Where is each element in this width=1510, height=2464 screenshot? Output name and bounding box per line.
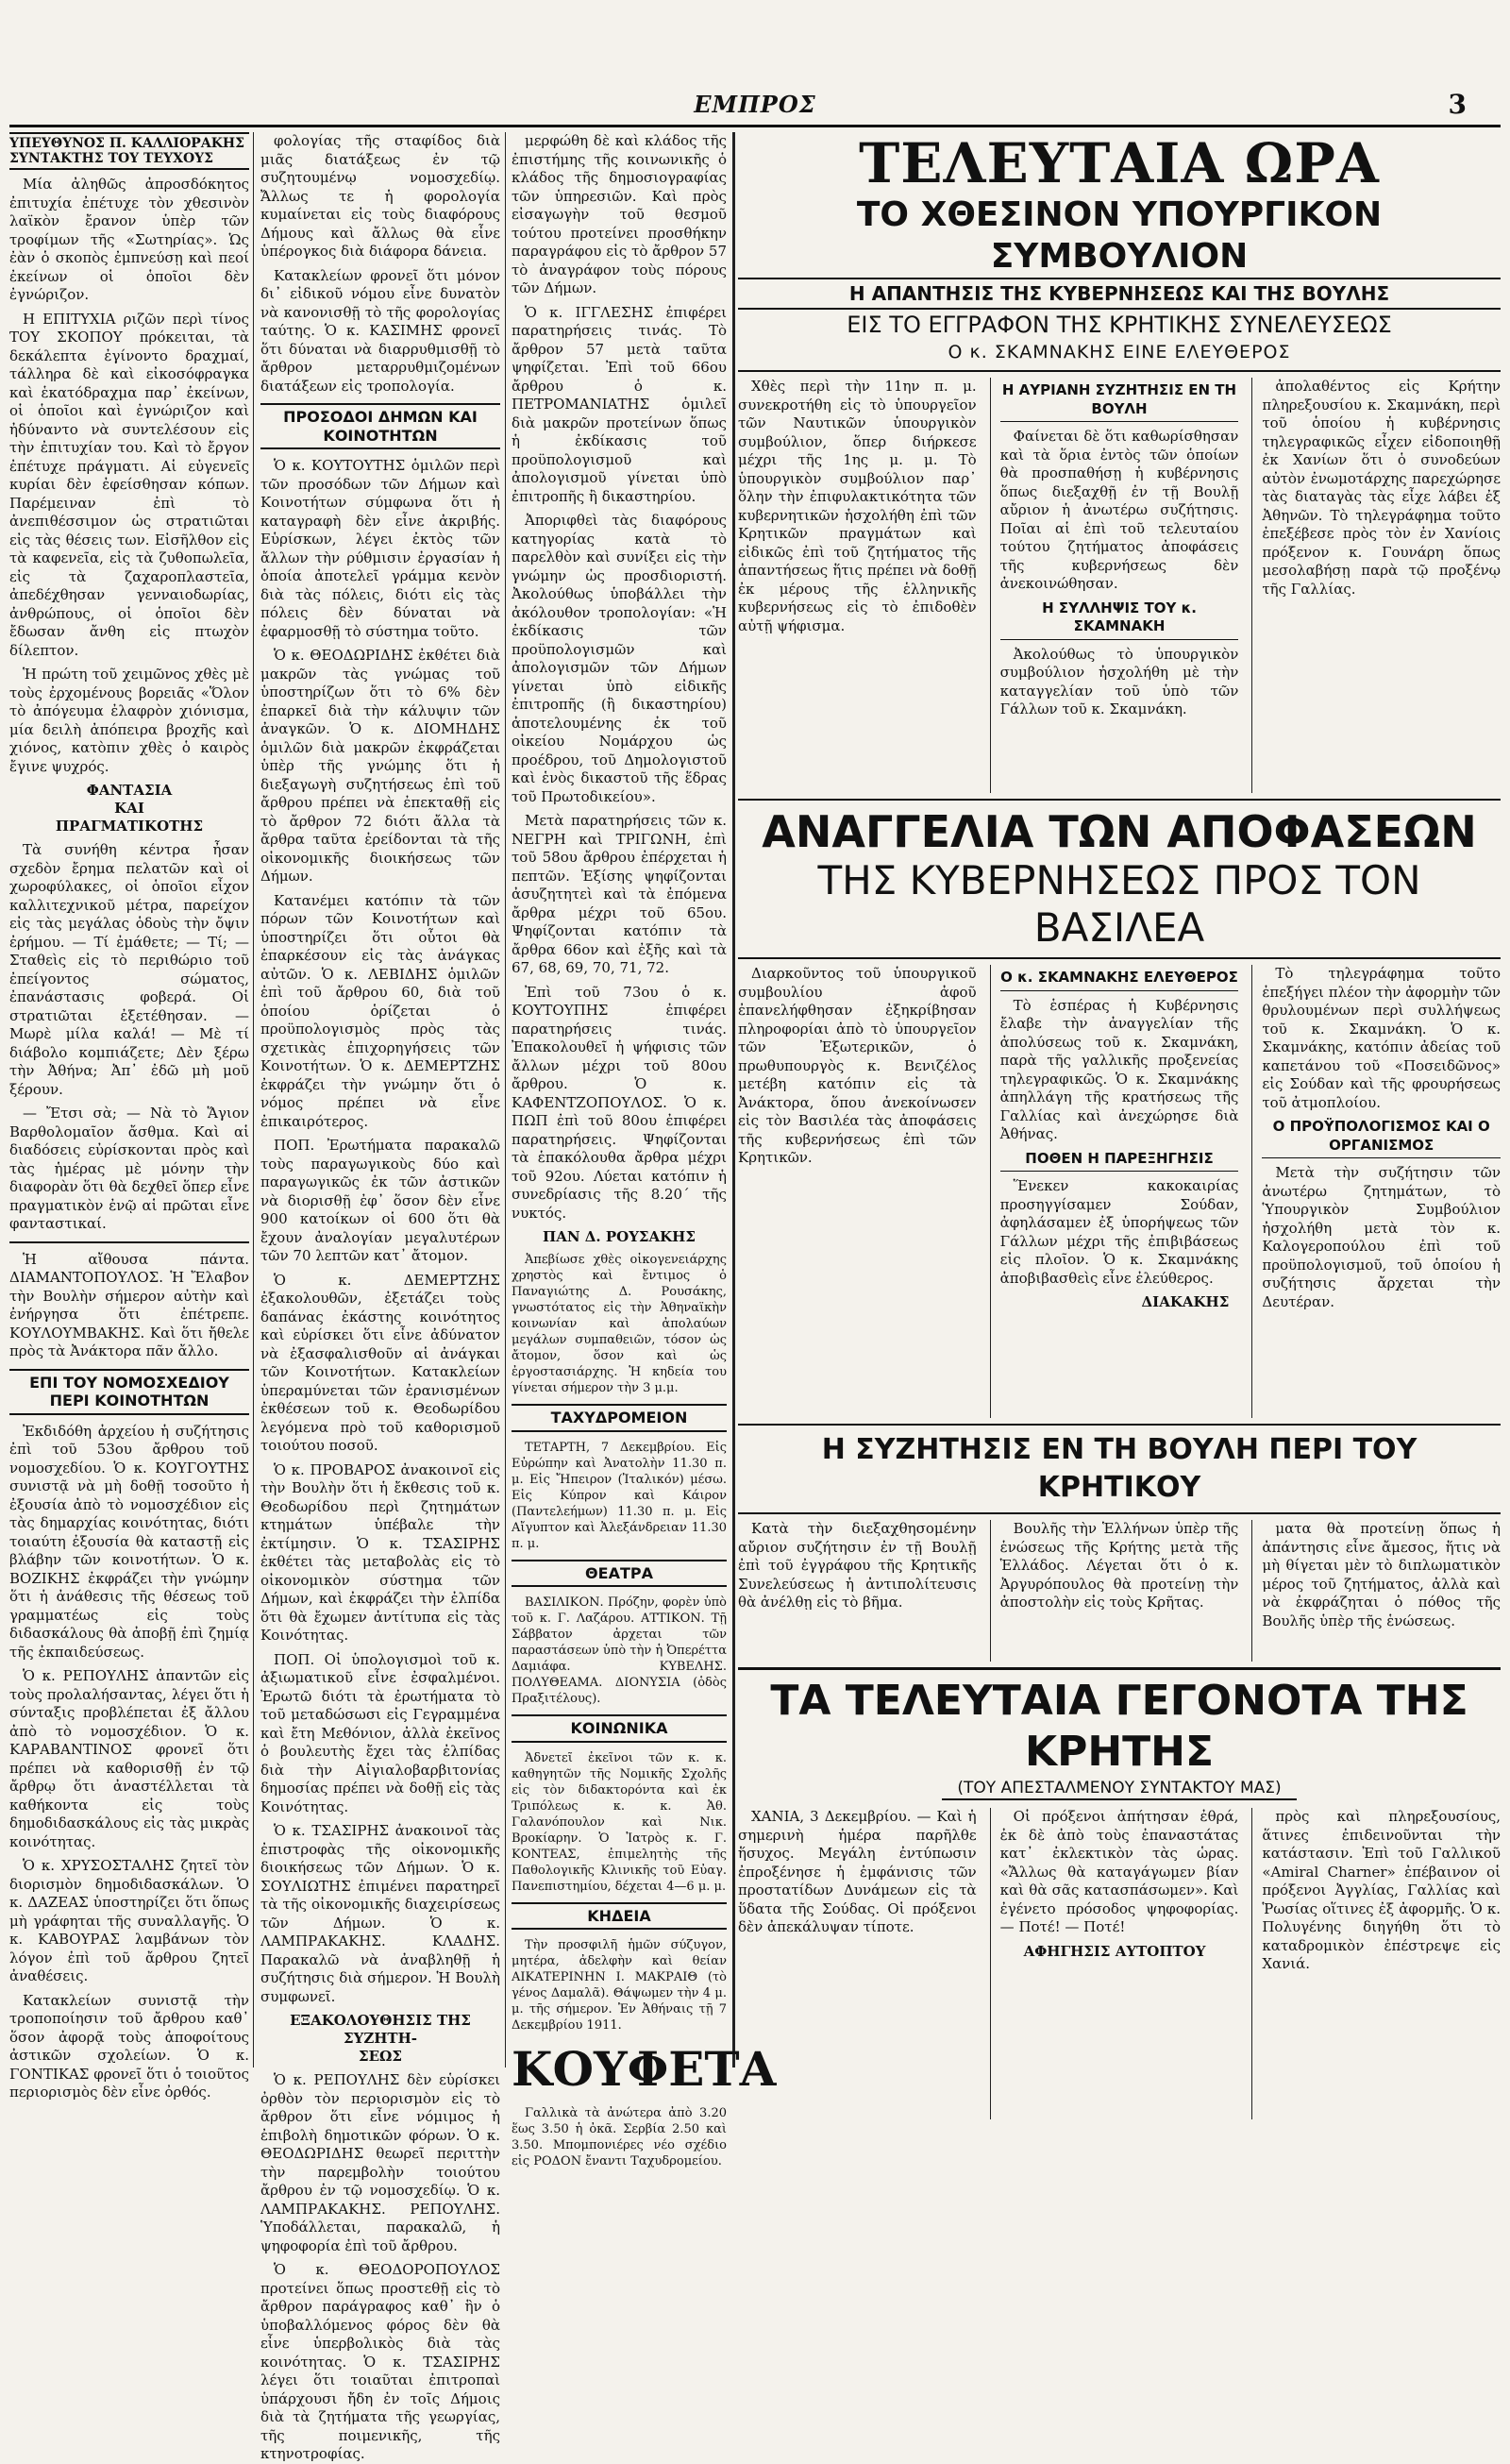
article-column	[1251, 1808, 1501, 2119]
article-paragraph: Βουλῆς τὴν Ἑλλήνων ὑπὲρ τῆς ἑνώσεως τῆς Κρήτης μετὰ τῆς Ἑλλάδος. Λέγεται ὅτι ὁ κ. Ἀργυρόπουλος θὰ προτείνῃ τὴν ἀποστολὴν εἰς τοὺς Κρῆτας.	[999, 1520, 1239, 1611]
section-heading: ΚΟΙΝΩΝΙΚΑ	[512, 1714, 727, 1743]
section-heading: ΤΑΧΥΔΡΟΜΕΙΟΝ	[512, 1404, 727, 1432]
article-paragraph: Μετὰ τὴν συζήτησιν τῶν ἀνωτέρω ζητημάτων, τὸ Ὑπουργικὸν Συμβούλιον ἠσχολήθη μετὰ τὸν κ. Καλογεροπούλου ἐπὶ τοῦ προϋπολογισμοῦ, τοῦ ὁποίου ἡ συζήτησις ἄρχεται τὴν Δευτέραν.	[1262, 1164, 1502, 1310]
article-paragraph: Κατὰ τὴν διεξαχθησομένην αὔριον συζήτησιν ἐν τῇ Βουλῇ ἐπὶ τοῦ ἐγγράφου τῆς Κρητικῆς Συνελεύσεως ἡ ἀντιπολίτευσις θὰ ἀνέλθῃ εἰς τὸ βῆμα.	[738, 1520, 977, 1611]
section-heading: ΠΡΟΣΟΔΟΙ ΔΗΜΩΝ ΚΑΙ ΚΟΙΝΟΤΗΤΩΝ	[260, 403, 500, 449]
article-paragraph: Τὸ τηλεγράφημα τοῦτο ἐπεξήγει πλέον τὴν ἀφορμὴν τῶν θρυλουμένων περὶ συλλήψεως τοῦ κ. Σκαμνάκη. Ὁ κ. Σκαμνάκης, κατόπιν ἀδείας τοῦ καπετάνου τοῦ «Ποσειδῶνος» εἰς Σούδαν καὶ τῆς φρουρήσεως τοῦ ἀτμοπλοίου.	[1262, 965, 1502, 1111]
article-paragraph: Διαρκοῦντος τοῦ ὑπουργικοῦ συμβουλίου ἀφοῦ ἐπανελήφθησαν ἐξηκρίβησαν πληροφορίαι ἀπὸ τὸ ὑπουργεῖον τῶν Ἐξωτερικῶν, ὁ πρωθυπουργὸς κ. Βενιζέλος μετέβη κατόπιν εἰς τὰ Ἀνάκτορα, ὅπου ἀνεκοίνωσεν εἰς τὸν Βασιλέα τὰς ἀποφάσεις τῆς κυβερνήσεως ἐπὶ τῶν Κρητικῶν.	[738, 965, 977, 1166]
column-1	[9, 132, 249, 2101]
column-divider	[505, 132, 506, 2067]
article-paragraph: ΒΑΣΙΛΙΚΟΝ. Πρόζην, φορὲν ὑπὸ τοῦ κ. Γ. Λαζάρου. ΑΤΤΙΚΟΝ. Τῇ Σάββατον ἀρχεται τῶν παραστάσεων ὑπὸ τὴν ἡ Ὀπερέττα Δαμιάφα. ΚΥΒΕΛΗΣ. ΠΟΛΥΘΕΑΜΑ. ΔΙΟΝΥΣΙΑ (ὁδὸς Πραξιτέλους).	[512, 1595, 727, 1706]
heading-line: ΣΕΩΣ	[359, 2048, 402, 2065]
article-column	[1251, 1520, 1501, 1662]
article-subheading: Ο κ. ΣΚΑΜΝΑΚΗΣ ΕΛΕΥΘΕΡΟΣ	[1000, 969, 1239, 991]
article-paragraph: Ὁ κ. ΠΡΟΒΑΡΟΣ ἀνακοινοῖ εἰς τὴν Βουλὴν ὅτι ἡ ἔκθεσις τοῦ κ. Θεοδωρίδου περὶ ζητημάτων κτημάτων ὑπέβαλε τὴν ἐκτίμησιν. Ὁ κ. ΤΣΑΣΙΡΗΣ ἐκθέτει τὰς μεταβολὰς εἰς τὸ οἰκονομικὸν σύστημα τῶν Δήμων, καὶ ἐκφράζει τὴν ἐλπίδα ὅτι θὰ ἔχωμεν ἀντίτυπα εἰς τὰς Κοινότητας.	[260, 1460, 500, 1644]
article-paragraph: Ἐκδιδόθη ἀρχείου ἡ συζήτησις ἐπὶ τοῦ 53ου ἄρθρου τοῦ νομοσχεδίου. Ὁ κ. ΚΟΥΓΟΥΤΗΣ συνιστᾷ νὰ μὴ δοθῇ τοσοῦτο ἡ ἐξουσία ἀπὸ τὸ νομοσχέδιον εἰς τὰς δημαρχίας κοινότητας, διότι τοιαύτη ἐξουσία θὰ καταστῇ εἰς βλάβην τῶν κοινοτήτων. Ὁ κ. ΒΟΖΙΚΗΣ ἐκφράζει τὴν γνώμην ὅτι ἡ ἀνάθεσις τῆς θέσεως τοῦ γραμματέως εἰς τοὺς διδασκάλους θὰ ἀποβῇ ἐπὶ ζημίᾳ τῆς ἐκπαιδεύσεως.	[9, 1422, 249, 1661]
article-paragraph: Η ΕΠΙΤΥΧΙΑ ριζῶν περὶ τίνος ΤΟΥ ΣΚΟΠΟΥ πρόκειται, τὰ δεκάλεπτα ἐγίνοντο δραχμαί, τάλληρα δὲ καὶ εἰκοσόφραγκα καὶ ἑκατόδραχμα παρ᾽ ἐκείνων, οἱ ὁποῖοι καὶ ἐγνώριζον καὶ ἠδύναντο νὰ συντελέσουν εἰς τὴν ἐπιτυχίαν του. Καὶ τὸ ἔργον ἐπέτυχε πράγματι. Αἱ εὐγενεῖς κυρίαι δὲν ἐφείσθησαν κόπων. Παρέμειναν ἐπὶ τὸ ἀνεπιθέσσιμον ὡς στρατιῶται εἰς τὰς θέσεις των. Εἰσῆλθον εἰς τὰ καφενεῖα, εἰς τὰ ζυθοπωλεῖα, εἰς τὰ ζαχαροπλαστεῖα, ἀπεδέχθησαν γενναιοδωρίας, ἀνθρώπους, οἱ ὁποῖοι δὲν ἔδωσαν ἄνθη εἰς πτωχὸν δίλεπτον.	[9, 310, 249, 659]
article-paragraph: Ἐπὶ τοῦ 73ου ὁ κ. ΚΟΥΤΟΥΠΗΣ ἐπιφέρει παρατηρήσεις τινάς. Ἐπακολουθεῖ ἡ ψήφισις τῶν ἄλλων μέχρι τοῦ 80ου ἄρθρου. Ὁ κ. ΚΑΦΕΝΤΖΟΠΟΥΛΟΣ. Ὁ κ. ΠΩΠ ἐπὶ τοῦ 80ου ἐπιφέρει παρατηρήσεις. Ψηφίζονται τὰ ἑπακόλουθα ἄρθρα μέχρι τοῦ 92ου. Λύεται κατόπιν ἡ συνεδρίασις τῆς 8.20΄ τῆς νυκτός.	[512, 983, 727, 1222]
article-column	[738, 378, 977, 793]
byline-correspondent: (ΤΟΥ ΑΠΕΣΤΑΛΜΕΝΟΥ ΣΥΝΤΑΚΤΟΥ ΜΑΣ)	[942, 1778, 1296, 1800]
heading-line: ΠΕΡΙ ΚΟΙΝΟΤΗΤΩΝ	[49, 1392, 210, 1409]
article-paragraph: Οἱ πρόξενοι ἀπήτησαν ἐθρά, ἐκ δὲ ἀπὸ τοὺς ἐπαναστάτας κατ᾽ ἐκλεκτικὸν τὰς ὡρας. «Ἄλλως θὰ καταγάγωμεν βίαν καὶ θὰ σᾶς κατασπάσωμεν». Καὶ ἐγένετο πρόσοδος ψηφοφορίας. — Ποτέ! — Ποτέ!	[999, 1808, 1239, 1935]
article-paragraph: ΧΑΝΙΑ, 3 Δεκεμβρίου. — Καὶ ἡ σημερινὴ ἡμέρα παρῆλθε ἥσυχος. Μεγάλη ἐντύπωσιν ἐπροξένησε ἡ ἐμφάνισις τῶν προστατίδων Δυνάμεων εἰς τὰ ὕδατα τῆς Σούδας. Οἱ πρόξενοι δὲν ἀπεκάλυψαν τίποτε.	[738, 1808, 977, 1935]
heading-line: ΠΡΑΓΜΑΤΙΚΟΤΗΣ	[55, 818, 204, 835]
article-column	[1251, 965, 1501, 1418]
article-column	[738, 1808, 977, 2119]
advert-text: Γαλλικὰ τὰ ἀνώτερα ἀπὸ 3.20 ἕως 3.50 ἡ ὀκᾶ. Σερβία 2.50 καὶ 3.50. Μπομπονιέρες νέο σχέδιο εἰς ΡΟΔΟΝ ἔναντι Ταχυδρομείου.	[512, 2106, 727, 2169]
heading-line: ΚΑΙ	[114, 800, 144, 817]
page-number: 3	[1448, 89, 1467, 120]
masthead	[9, 91, 1501, 128]
announcement-article	[738, 965, 1501, 1418]
column-divider	[732, 132, 735, 2067]
article-column	[990, 1520, 1239, 1662]
article-paragraph: φολογίας τῆς σταφίδος διὰ μιᾶς διατάξεως ἐν τῷ συζητουμένῳ νομοσχεδίῳ. Ἄλλως τε ἡ φορολογία κυμαίνεται εἰς τοὺς διαφόρους Δήμους καὶ ἄλλως θὰ εἶνε ὑπέρογκος διὰ διάφορα δάνεια.	[260, 132, 500, 260]
section-rule	[738, 957, 1501, 959]
subheadline-skamnakis: Ο κ. ΣΚΑΜΝΑΚΗΣ ΕΙΝΕ ΕΛΕΥΘΕΡΟΣ	[948, 342, 1291, 363]
article-paragraph: Ὁ κ. ΚΟΥΤΟΥΤΗΣ ὁμιλῶν περὶ τῶν προσόδων τῶν Δήμων καὶ Κοινοτήτων σύμφωνα ὅτι ἡ καταγραφὴ δὲν εἶνε ἀκριβής. Εὑρίσκων, λέγει ἐκτὸς τῶν ἄλλων τὴν ρύθμισιν ἐργασίαν ἡ ὁποία ἀποτελεῖ γράμμα κενὸν διὰ τὰς πόλεις, διότι εἰς τὰς πόλεις δὲν δύναται νὰ ἐφαρμοσθῇ τὸ σύστημα τοῦτο.	[260, 457, 500, 640]
article-paragraph: Ὁ κ. ΤΣΑΣΙΡΗΣ ἀνακοινοῖ τὰς ἐπιστροφὰς τῆς οἰκονομικῆς διοικήσεως τῶν Δήμων. Ὁ κ. ΣΟΥΛΙΩΤΗΣ ἐπιμένει παρατηρεῖ τὰ τῆς οἰκονομικῆς διαχειρίσεως τῶν Δήμων. Ὁ κ. ΛΑΜΠΡΑΚΑΚΗΣ. ΚΛΑΔΗΣ. Παρακαλῶ νὰ ἀναβληθῇ ἡ συζήτησις διὰ σήμερον. Ἡ Βουλὴ συμφωνεῖ.	[260, 1822, 500, 2005]
article-paragraph: ΠΟΠ. Οἱ ὑπολογισμοὶ τοῦ κ. ἀξιωματικοῦ εἶνε ἐσφαλμένοι. Ἐρωτῶ διότι τὰ ἐρωτήματα τὸ τοῦ μεταδώσωσι εἰς Γεγραμμένα καὶ ἔτη Μεθόνιον, ἀλλὰ ἐκεῖνος ὁ βουλευτὴς ἔχει τὰς ἐλπίδας διὰ τὴν Αἰγιαλοβαρβιτονίας δημοσίας πρέπει νὰ δοθῇ εἰς τὰς Κοινότητας.	[260, 1650, 500, 1815]
article-signature: ΑΦΗΓΗΣΙΣ ΑΥΤΟΠΤΟΥ	[1023, 1942, 1206, 1960]
article-paragraph: Ὁ κ. ΙΓΓΛΕΣΗΣ ἐπιφέρει παρατηρήσεις τινάς. Τὸ ἄρθρον 57 μετὰ ταῦτα ψηφίζεται. Ἐπὶ τοῦ 66ου ἄρθρου ὁ κ. ΠΕΤΡΟΜΑΝΙΑΤΗΣ ὁμιλεῖ διὰ μακρῶν προτείνων ὅπως ἡ ἐκδίκασις τοῦ προϋπολογισμοῦ καὶ ἀπολογισμοῦ γίνεται ὑπὸ ἐπιτροπῆς ἢ δικαστηρίου.	[512, 303, 727, 505]
article-paragraph: Ὁ κ. ΔΕΜΕΡΤΖΗΣ ἐξακολουθῶν, ἐξετάζει τοὺς δαπάνας ἐκάστης κοινότητος καὶ εὑρίσκει ὅτι εἶνε ἀδύνατον νὰ ἐξασφαλισθοῦν αἱ ἀνάγκαι τῶν Κοινοτήτων. Κατακλείων ὑπεραμύνεται τῶν ἐρανισμένων ἐκθέσεων τοῦ κ. Θεοδωρίδου λεγόμενα πρὸ τοῦ καθορισμοῦ τοιούτου ποσοῦ.	[260, 1271, 500, 1454]
article-paragraph: Μία ἀληθῶς ἀπροσδόκητος ἐπιτυχία ἐπέτυχε τὸν χθεσινὸν λαϊκὸν ἔρανον ὑπὲρ τῶν τροφίμων τῆς «Σωτηρίας». Ὡς ἐὰν ὁ σκοπὸς ἐμπνεύσῃ καὶ πεοί ἐκείνων οἱ ὁποῖοι δὲν ἐγνώριζον.	[9, 176, 249, 303]
headline-crete-events: ΤΑ ΤΕΛΕΥΤΑΙΑ ΓΕΓΟΝΟΤΑ ΤΗΣ ΚΡΗΤΗΣ	[770, 1677, 1468, 1776]
article-paragraph: — Ἔτσι σὰ; — Νὰ τὸ Ἅγιον Βαρθολομαῖον ἄσθμα. Καὶ αἱ διαδόσεις εὐρίσκονται πρὸς καὶ τὰς ἡμέρας μὲ μόνην τὴν διαφορὰν ὅτι θὰ δεχθεῖ ὅπερ εἶνε πραγματικὸν ἐνῷ αἱ πρῶται εἶνε φανταστικαί.	[9, 1105, 249, 1232]
headline-cabinet: ΤΟ ΧΘΕΣΙΝΟΝ ΥΠΟΥΡΓΙΚΟΝ ΣΥΜΒΟΥΛΙΟΝ	[856, 195, 1383, 276]
article-column	[990, 378, 1239, 793]
subheadline-document: ΕΙΣ ΤΟ ΕΓΓΡΑΦΟΝ ΤΗΣ ΚΡΗΤΙΚΗΣ ΣΥΝΕΛΕΥΣΕΩΣ	[847, 312, 1392, 338]
byline-correspondent-wrap	[738, 1778, 1501, 1800]
article-paragraph: Ἀπεβίωσε χθὲς οἰκογενειάρχης χρηστὸς καὶ ἔντιμος ὁ Παναγιώτης Δ. Ρουσάκης, γνωστότατος εἰς τὴν Ἀθηναϊκὴν κοινωνίαν καὶ ἀπολαύων μεγάλων συμπαθειῶν, τόσον ὡς ἄτομον, ὅσον καὶ ὡς ἐργοστασιάρχης. Ἡ κηδεία του γίνεται σήμερον τὴν 3 μ.μ.	[512, 1253, 727, 1395]
byline-role: ΣΥΝΤΑΚΤΗΣ ΤΟΥ ΤΕΥΧΟΥΣ	[9, 151, 214, 166]
article-paragraph: Κατακλείων συνιστᾷ τὴν τροποποίησιν τοῦ ἄρθρου καθ᾽ ὅσον ἀφορᾷ τοὺς ἀποφοίτους ἀστικῶν σχολείων. Ὁ κ. ΓΟΝΤΙΚΑΣ φρονεῖ ὅτι ὁ τοιοῦτος περιορισμὸς δὲν εἶνε ὀρθός.	[9, 1991, 249, 2101]
article-paragraph: Τὰ συνήθη κέντρα ἦσαν σχεδὸν ἔρημα πελατῶν καὶ οἱ χωροφύλακες, οἱ ὁποῖοι εἶχον καλλιτεχνικοῦ μέτρα, παρείχον εἰς τὰς μεγάλας ὁδοὺς τὴν ὄψιν ἐρήμου. — Τί ἐμάθετε; — Τί; — Σταθεὶς εἰς τὸ περιθώριο τοῦ ἐπείγοντος σώματος, ἐπανάστασις φοβερά. Οἱ στρατιῶται ἐξετέθησαν. — Μωρὲ μίλα καλά! — Μὲ τί διάβολο κομπιάζετε; Δὲν ξέρω τὴν Ἀθήνα; Ἀπ᾽ ἐδῶ μὴ μοῦ ξέρουν.	[9, 841, 249, 1098]
section-heading	[9, 782, 249, 835]
main-news-block	[738, 132, 1501, 2077]
headline-last-hour: ΤΕΛΕΥΤΑΙΑ ΩΡΑ	[859, 131, 1380, 195]
article-subheading: Η ΣΥΛΛΗΨΙΣ ΤΟΥ κ. ΣΚΑΜΝΑΚΗ	[1000, 599, 1239, 640]
article-paragraph: ΤΕΤΑΡΤΗ, 7 Δεκεμβρίου. Εἰς Εὐρώπην καὶ Ἀνατολὴν 11.30 π. μ. Εἰς Ἤπειρον (Ἰταλικόν) μέσω. Εἰς Κύπρον καὶ Κάιρον (Παντελεήμων) 11.30 π. μ. Εἰς Αἴγυπτον καὶ Ἀλεξάνδρειαν 11.30 π. μ.	[512, 1440, 727, 1551]
article-paragraph: Ὁ κ. ΘΕΟΔΟΡΟΠΟΥΛΟΣ προτείνει ὅπως προστεθῇ εἰς τὸ ἄρθρον παράγραφος καθ᾽ ἣν ὁ ὑποβαλλόμενος φόρος δὲν θὰ εἶνε ὑπερβολικὸς διὰ τὰς κοινότητας. Ὁ κ. ΤΣΑΣΙΡΗΣ λέγει ὅτι τοιαῦται ἐπιτροπαὶ ὑπάρχουσι ἤδη ἐν τοῖς Δήμοις διὰ τὰ ζητήματα τῆς γεωργίας, τῆς ποιμενικῆς, τῆς κτηνοτροφίας.	[260, 2261, 500, 2462]
article-paragraph: ματα θὰ προτείνῃ ὅπως ἡ ἀπάντησις εἶνε ἄμεσος, ἥτις νὰ μὴ θίγεται μὲν τὸ διπλωματικὸν μέρος τοῦ ζητήματος, ἀλλὰ καὶ νὰ ἐκφράζηται ὁ πόθος τῆς Βουλῆς ὑπὲρ τῆς ἑνώσεως.	[1262, 1520, 1502, 1629]
masthead-rule	[9, 125, 1501, 127]
article-paragraph: Ὁ κ. ΡΕΠΟΥΛΗΣ ἀπαντῶν εἰς τοὺς προλαλήσαντας, λέγει ὅτι ἡ σύνταξις προβλέπεται ἐξ ἄλλου ἀπὸ τὸ νομοσχέδιον. Ὁ κ. ΚΑΡΑΒΑΝΤΙΝΟΣ φρονεῖ ὅτι πρέπει νὰ καθορισθῇ ἐν τῷ ἄρθρῳ ὅτι ἀναστέλλεται τὰ καθήκοντα εἰς τοὺς δημοδιδασκάλους εἰς τὰς μικρὰς κοινότητας.	[9, 1667, 249, 1850]
article-column	[990, 965, 1239, 1418]
column-3	[512, 132, 777, 2169]
article-paragraph: Κατανέμει κατόπιν τὰ τῶν πόρων τῶν Κοινοτήτων καὶ ὑποστηρίζει ὅτι οὗτοι θὰ ἐπαρκέσουν εἰς τὰς ἀνάγκας αὐτῶν. Ὁ κ. ΛΕΒΙΔΗΣ ὁμιλῶν ἐπὶ τοῦ ἄρθρου 60, διὰ τοῦ ὁποίου ὁρίζεται ὁ προϋπολογισμὸς πρὸς τὰς σχετικὰς ἐπιχορηγήσεις τῶν Κοινοτήτων. Ὁ κ. ΔΕΜΕΡΤΖΗΣ ἐκφράζει τὴν γνώμην ὅτι ὁ νόμος πρέπει νὰ εἶνε ἐπικαιρότερος.	[260, 891, 500, 1130]
column-divider	[253, 132, 254, 2067]
advert-heading: ΚΟΥΦΕΤΑ	[512, 2041, 777, 2097]
debate-article	[738, 1520, 1501, 1662]
article-paragraph: Κατακλείων φρονεῖ ὅτι μόνον δι᾽ εἰδικοῦ νόμου εἶνε δυνατὸν νὰ κανονισθῇ τὸ τῆς φορολογίας ταύτης. Ὁ κ. ΚΑΣΙΜΗΣ φρονεῖ ὅτι δύναται νὰ διαρρυθμισθῇ τὸ ἄρθρον μεταρρυθμιζομένων διατάξεων εἰς τροπολογία.	[260, 266, 500, 395]
heading-line: ΕΞΑΚΟΛΟΥΘΗΣΙΣ ΤΗΣ ΣΥΖΗΤΗ-	[290, 2012, 471, 2047]
article-column	[738, 1520, 977, 1662]
article-paragraph: πρὸς καὶ πληρεξουσίους, ἅτινες ἐπιδεινοῦνται τὴν κατάστασιν. Ἐπὶ τοῦ Γαλλικοῦ «Amiral Charner» ἐπέβαινον οἱ πρόξενοι Ἀγγλίας, Γαλλίας καὶ Ῥωσίας οἵτινες ἐξ ἀφορμῆς. Ὁ κ. Πολυγένης διηγήθη ὅτι τὸ καταδρομικὸν ἐπέστρεψε εἰς Χανιά.	[1262, 1808, 1502, 1972]
article-subheading: Η ΑΥΡΙΑΝΗ ΣΥΖΗΤΗΣΙΣ ΕΝ ΤΗ ΒΟΥΛΗ	[1000, 381, 1239, 422]
headline-parliament-debate: Η ΣΥΖΗΤΗΣΙΣ ΕΝ ΤΗ ΒΟΥΛΗ ΠΕΡΙ ΤΟΥ ΚΡΗΤΙΚΟΥ	[821, 1433, 1418, 1504]
article-column	[1251, 378, 1501, 793]
section-rule	[738, 1667, 1501, 1670]
funeral-notice: Τὴν προσφιλῆ ἡμῶν σύζυγον, μητέρα, ἀδελφὴν καὶ θείαν ΑΙΚΑΤΕΡΙΝΗΝ Ι. ΜΑΚΡΑΙΘ (τὸ γένος Δαμαλᾶ). Θάψωμεν τὴν 4 μ. μ. τῆς σήμερον. Ἐν Ἀθήναις τῇ 7 Δεκεμβρίου 1911.	[512, 1938, 727, 2033]
article-paragraph: Ὁ κ. ΘΕΟΔΩΡΙΔΗΣ ἐκθέτει διὰ μακρῶν τὰς γνώμας τοῦ ὑποστηρίζων ὅτι τὸ 6% δὲν ἐπαρκεῖ διὰ τὴν κάλυψιν τῶν ἀναγκῶν. Ὁ κ. ΔΙΟΜΗΔΗΣ ὁμιλῶν διὰ μακρῶν ἐκφράζεται ὑπὲρ τῆς γνώμης ὅτι ἡ διεξαγωγὴ συζητήσεως ἐπὶ τοῦ ἄρθρου πρέπει νὰ ἐπεκταθῇ εἰς τὸ ἄρθρον 72 διότι ἄλλα τὰ ἄρθρα ταῦτα ἐρείδονται τὰ τῆς οἰκονομικῆς διοικήσεως τῶν Δήμων.	[260, 647, 500, 885]
cabinet-article	[738, 378, 1501, 793]
article-paragraph: Ἀκολούθως τὸ ὑπουργικὸν συμβούλιον ἠσχολήθη μὲ τὴν καταγγελίαν τοῦ ὑπὸ τῶν Γάλλων τοῦ κ. Σκαμνάκη.	[999, 645, 1239, 717]
section-rule	[738, 1424, 1501, 1426]
article-paragraph: Ἡ πρώτη τοῦ χειμῶνος χθὲς μὲ τοὺς ἐρχομένους βορειᾶς «Ὅλον τὸ ἀπόγευμα ἐλαφρὸν χιόνισμα, μία δειλὴ ἀπόπειρα βροχῆς καὶ χιόνος, κατὸπιν χθὲς ὁ καιρὸς ἔγινε ψυχρός.	[9, 666, 249, 775]
article-paragraph: Ἀδνετεῖ ἐκεῖνοι τῶν κ. κ. καθηγητῶν τῆς Νομικῆς Σχολῆς εἰς τὸν διδακτορόντα καὶ ἐκ Τριπόλεως κ. κ. Ἀθ. Γαλανόπουλον καὶ Νικ. Βροκίαρην. Ὁ Ἰατρὸς κ. Γ. ΚΟΝΤΕΑΣ, ἐπιμελητὴς τῆς Παθολογικῆς Κλινικῆς τοῦ Εὐαγ. Πανεπιστημίου, δέχεται 4—6 μ. μ.	[512, 1750, 727, 1894]
article-paragraph: Ἀποριφθεὶ τὰς διαφόρους κατηγορίας κατὰ τὸ παρελθὸν καὶ συνίξει εἰς τὴν γνώμην ὡς προσδιοριστή. Ἀκολούθως ὑποβάλλει τὴν ἀκόλουθον τροπολογίαν: «Ἡ ἐκδίκασις τῶν προϋπολογισμῶν καὶ ἀπολογισμῶν τῶν Δήμων γίνεται ὑπὸ εἰδικῆς ἐπιτροπῆς (ἢ δικαστηρίου) ἀποτελουμένης ἐκ τοῦ οἰκείου Νομάρχου ὡς προέδρου, τοῦ Δημολογιστοῦ καὶ ἑνὸς δικαστοῦ τῆς ἕδρας τοῦ Πρωτοδικείου».	[512, 512, 727, 805]
section-heading: ΘΕΑΤΡΑ	[512, 1560, 727, 1588]
headline-to-king: ΤΗΣ ΚΥΒΕΡΝΗΣΕΩΣ ΠΡΟΣ ΤΟΝ ΒΑΣΙΛΕΑ	[817, 857, 1421, 951]
section-heading	[260, 2012, 500, 2066]
section-rule	[738, 370, 1501, 372]
heading-line: ΕΠΙ ΤΟΥ ΝΟΜΟΣΧΕΔΙΟΥ	[29, 1373, 229, 1392]
article-paragraph: μερφώθη δὲ καὶ κλάδος τῆς ἐπιστήμης τῆς κοινωνικῆς ὁ κλάδος τῆς δημοσιογραφίας τῶν ὑπηρεσιῶν. Καὶ πρὸς εἰσαγωγὴν τοῦ θεσμοῦ τούτου προτείνει προσθήκην παραγράφου εἰς τὸ ἄρθρον 57 τὸ ἀναγράφον τοὺς πόρους τῶν Δήμων.	[512, 132, 727, 296]
column-2	[260, 132, 500, 2462]
section-heading	[9, 1369, 249, 1415]
subheadline-answer: Η ΑΠΑΝΤΗΣΙΣ ΤΗΣ ΚΥΒΕΡΝΗΣΕΩΣ ΚΑΙ ΤΗΣ ΒΟΥΛΗΣ	[738, 278, 1501, 310]
article-paragraph: Ἕνεκεν κακοκαιρίας προσηγγίσαμεν Σούδαν, ἀφηλάσαμεν ἐξ ὑπορήψεως τῶν Γάλλων μέχρι τῆς ἐπιβιβάσεως εἰς πλοῖον. Ὁ κ. Σκαμνάκης ἀποβιβασθεὶς εἶνε ἐλεύθερος.	[999, 1177, 1239, 1287]
article-paragraph: Ὁ κ. ΧΡΥΣΟΣΤΑΛΗΣ ζητεῖ τὸν διορισμὸν δημοδιδασκάλων. Ὁ κ. ΔΑΖΕΑΣ ὑποστηρίζει ὅτι ὅπως μὴ γράφηται τῆς συναλλαγῆς. Ὁ κ. ΚΑΒΟΥΡΑΣ λαμβάνων τὸν λόγον ἐπὶ τοῦ ἄρθρου ζητεῖ ἀναθέσεις.	[9, 1857, 249, 1984]
headline-announcement: ΑΝΑΓΓΕΛΙΑ ΤΩΝ ΑΠΟΦΑΣΕΩΝ	[762, 806, 1477, 857]
article-subheading: ΠΟΘΕΝ Η ΠΑΡΕΞΗΓΗΣΙΣ	[1000, 1150, 1239, 1173]
article-column	[990, 1808, 1239, 2119]
article-paragraph: ἀπολαθέντος εἰς Κρήτην πληρεξουσίου κ. Σκαμνάκη, περὶ τοῦ ὁποίου ἡ κυβέρνησις τηλεγραφικῶς εἶχεν εἰδοποιηθῇ ἐκ Χανίων ὅτι ὁ συνοδεύων αὐτὸν ἐνωμοτάρχης παρεχώρησε τὰς διαταγὰς τὰς εἶχε λάβει ἐξ Ἀθηνῶν. Τὸ τηλεγράφημα τοῦτο ἐπεξέβεσε πρὸς τὸν ἐν Χανίοις πρόξενον κ. Γουνάρη ὅπως μεσολαβήσῃ παρὰ τῷ προξένῳ τῆς Γαλλίας.	[1262, 378, 1502, 598]
spacer	[738, 1800, 1501, 1808]
article-signature: ΔΙΑΚΑΚΗΣ	[1141, 1293, 1230, 1310]
obituary-heading: ΠΑΝ Δ. ΡΟΥΣΑΚΗΣ	[543, 1228, 696, 1245]
section-heading: ΚΗΔΕΙΑ	[512, 1902, 727, 1931]
article-paragraph: ΠΟΠ. Ἐρωτήματα παρακαλῶ τοὺς παραγωγικοὺς δύο καὶ παραγωγικῶς ἐκ τῶν ἀστικῶν νὰ διορισθῇ ἐφ᾽ ὅσον δὲν εἶνε 900 κατοίκων οἱ 600 ὅτι θὰ ἔχουν ἀναλογίαν μεγαλυτέρων τῶν 70 λεπτῶν κατ᾽ ἄτομον.	[260, 1137, 500, 1264]
article-paragraph: Ἡ αἴθουσα πάντα. ΔΙΑΜΑΝΤΟΠΟΥΛΟΣ. Ἡ Ἔλαβον τὴν Βουλὴν σήμερον αὐτὴν καὶ ἐνήργησα ὅτι ἐπέτρεπε. ΚΟΥΛΟΥΜΒΑΚΗΣ. Καὶ ὅτι ἤθελε πρὸς τὰ Ἀνάκτορα πᾶν ἄλλο.	[9, 1250, 249, 1359]
article-column	[738, 965, 977, 1418]
article-paragraph: Μετὰ παρατηρήσεις τῶν κ. ΝΕΓΡΗ καὶ ΤΡΙΓΩΝΗ, ἐπὶ τοῦ 58ου ἄρθρου ἐπέρχεται ἡ πεπτῶν. Ἐξίσης ψηφίζονται ἀσυζητητεὶ καὶ τὰ ἐπόμενα ἄρθρα μέχρι τοῦ 65ου. Ψηφίζονται κατόπιν τὰ ἄρθρα 66ον καὶ ἐξῆς καὶ τὰ 67, 68, 69, 70, 71, 72.	[512, 812, 727, 976]
article-paragraph: Χθὲς περὶ τὴν 11ην π. μ. συνεκροτήθη εἰς τὸ ὑπουργεῖον τῶν Ναυτικῶν ὑπουργικὸν συμβούλιον, ὅπερ διήρκεσε μέχρι τῆς 1ης μ. μ. Τὸ ὑπουργικὸν συμβούλιον παρ᾽ ὅλην τὴν ἐπιφυλακτικότητα τῶν κυβερνητικῶν ἡσχολήθη ἐπὶ τῶν Κρητικῶν πραγμάτων καὶ εἰδικῶς ἐπὶ τοῦ ζητήματος τῆς ἀπαντήσεως ἥτις πρέπει νὰ δοθῇ ἐκ μέρους τῆς ἑλληνικῆς κυβερνήσεως εἰς τὸ ἐπιδοθὲν αὐτῇ ψήφισμα.	[738, 378, 977, 634]
crete-article	[738, 1808, 1501, 2119]
byline-editor: ΥΠΕΥΘΥΝΟΣ Π. ΚΑΛΛΙΟΡΑΚΗΣ	[9, 136, 244, 151]
section-rule	[738, 1512, 1501, 1514]
newspaper-title: ΕΜΠΡΟΣ	[694, 91, 816, 118]
article-paragraph: Τὸ ἑσπέρας ἡ Κυβέρνησις ἔλαβε τὴν ἀναγγελίαν τῆς ἀπολύσεως τοῦ κ. Σκαμνάκη, παρὰ τῆς γαλλικῆς προξενείας τηλεγραφικῶς. Ὁ κ. Σκαμνάκης ἀπηλλάγη τῆς κρατήσεως τῆς Γαλλίας καὶ ἀνεχώρησε διὰ Ἀθήνας.	[999, 996, 1239, 1142]
section-rule	[738, 799, 1501, 801]
article-subheading: Ο ΠΡΟΫΠΟΛΟΓΙΣΜΟΣ ΚΑΙ Ο ΟΡΓΑΝΙΣΜΟΣ	[1262, 1118, 1501, 1158]
editor-byline	[9, 132, 249, 170]
article-paragraph: Ὁ κ. ΡΕΠΟΥΛΗΣ δὲν εὑρίσκει ὀρθὸν τὸν περιορισμὸν εἰς τὸ ἄρθρον ὅτι εἶνε νόμιμος ἡ ἐπιβολὴ δημοτικῶν φόρων. Ὁ κ. ΘΕΟΔΩΡΙΔΗΣ θεωρεῖ περιττὴν τὴν παρεμβολὴν τοιούτου ἄρθρου ἐν τῷ νομοσχεδίῳ. Ὁ κ. ΛΑΜΠΡΑΚΑΚΗΣ. ΡΕΠΟΥΛΗΣ. Ὑποδάλλεται, παρακαλῶ, ἡ ψηφοφορία ἐπὶ τοῦ ἄρθρου.	[260, 2071, 500, 2254]
section-rule	[9, 1241, 249, 1243]
heading-line: ΦΑΝΤΑΣΙΑ	[86, 782, 173, 799]
article-paragraph: Φαίνεται δὲ ὅτι καθωρίσθησαν καὶ τὰ ὅρια ἐντὸς τῶν ὁποίων θὰ προσπαθήσῃ ἡ κυβέρνησις ὅπως διεξαχθῇ ἐν τῇ Βουλῇ αὔριον ἡ ἀνωτέρω συζήτησις. Ποῖαι αἱ ἐπὶ τοῦ τελευταίου τούτου ζητήματος ἀποφάσεις τῆς κυβερνήσεως δὲν ἀνεκοινώθησαν.	[999, 428, 1239, 592]
